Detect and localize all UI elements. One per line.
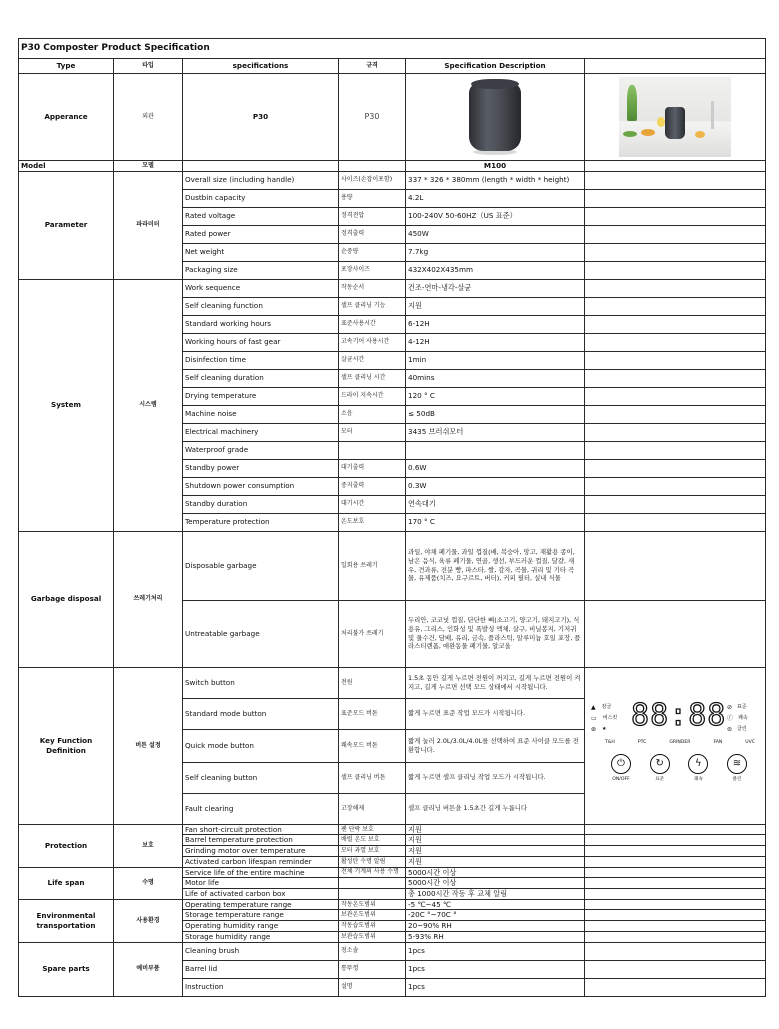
waves-icon: ≋ <box>727 754 747 774</box>
spec-name: Dustbin capacity <box>183 189 339 207</box>
spare-row <box>19 942 766 960</box>
indicator <box>591 713 617 724</box>
spec-name: Fault clearing <box>183 793 339 824</box>
bin-icon: ▭ <box>591 714 597 722</box>
appearance-spec-kr: P30 <box>339 74 406 161</box>
control-panel-cell <box>585 667 766 824</box>
spec-name-kr: 소음 <box>339 405 406 423</box>
spec-value: 짧게 눌러 2.0L/3.0L/4.0L를 선택하여 표준 사이클 모드를 전환합니다. <box>406 729 585 762</box>
spec-name-kr: 통뚜껑 <box>339 960 406 978</box>
spec-name: Barrel lid <box>183 960 339 978</box>
spec-name-kr: 사이즈(손잡이포함) <box>339 171 406 189</box>
spec-name-kr: 셀프 클리닝 기능 <box>339 297 406 315</box>
spec-name: Working hours of fast gear <box>183 333 339 351</box>
empty-cell <box>585 423 766 441</box>
fast-icon: ⓕ <box>727 714 734 722</box>
spec-name-kr: 드라이 지속시간 <box>339 387 406 405</box>
empty-cell <box>585 942 766 960</box>
indicator-label: 잠금 <box>601 703 612 710</box>
protection-section-label: Protection <box>19 824 114 867</box>
spec-value: 40mins <box>406 369 585 387</box>
spec-name-kr: 셀프 클리닝 버튼 <box>339 762 406 793</box>
spec-value <box>406 441 585 459</box>
spec-name: Standby duration <box>183 495 339 513</box>
spec-name-kr: 작동온도범위 <box>339 899 406 910</box>
spec-name: Shutdown power consumption <box>183 477 339 495</box>
header-type: Type <box>19 59 114 74</box>
spec-name: Motor life <box>183 878 339 889</box>
control-panel-image <box>587 696 763 796</box>
spec-name-kr: 대기시간 <box>339 495 406 513</box>
indicator-label: ★ <box>602 725 607 732</box>
indicator <box>591 724 617 735</box>
garbage-section-label-kr: 쓰레기처리 <box>114 531 183 667</box>
spec-table <box>18 38 766 997</box>
spec-name-kr: 대기출력 <box>339 459 406 477</box>
indicator <box>727 713 748 724</box>
empty-cell <box>585 867 766 878</box>
keys-row <box>19 667 766 698</box>
spec-name: Overall size (including handle) <box>183 171 339 189</box>
empty-cell <box>585 441 766 459</box>
spec-value: 지원 <box>406 846 585 857</box>
spec-name-kr <box>339 878 406 889</box>
spec-name-kr: 처리불가 쓰레기 <box>339 600 406 667</box>
spec-name-kr: 고장해제 <box>339 793 406 824</box>
empty-cell <box>585 351 766 369</box>
spec-name: Life of activated carbon box <box>183 889 339 900</box>
spec-name-kr: 청소솔 <box>339 942 406 960</box>
spec-name-kr: 중지출력 <box>339 477 406 495</box>
spec-name: Barrel temperature protection <box>183 835 339 846</box>
parameter-section-label-kr: 파라미터 <box>114 171 183 279</box>
environment-row <box>19 899 766 910</box>
status-indicator: T&H <box>605 739 615 745</box>
spec-value: 지원 <box>406 856 585 867</box>
spec-value: 20~90% RH <box>406 921 585 932</box>
spec-name: Switch button <box>183 667 339 698</box>
spec-name-kr: 포장사이즈 <box>339 261 406 279</box>
spec-value: 두리안, 코코넛 껍질, 단단한 뼈(소고기, 양고기, 돼지고기), 식용유, 그리스, 인화성 및 폭발성 액체, 살구, 비닐봉지, 기저귀 및 물수건, 담배, 유리, 금속, 플라스틱, 알루미늄 호일 포장, 플라스티렌폼, 애완동물 폐기물, 알코올 <box>406 600 585 667</box>
spec-name: Service life of the entire machine <box>183 867 339 878</box>
keys-section-label-kr: 버튼 설정 <box>114 667 183 824</box>
spec-value: 짧게 누르면 표준 작업 모드가 시작됩니다. <box>406 698 585 729</box>
kitchen-scene-image <box>619 77 731 157</box>
spec-name-kr: 살균시간 <box>339 351 406 369</box>
model-label: Model <box>19 161 114 172</box>
spec-name-kr: 셀프 클리닝 시간 <box>339 369 406 387</box>
spec-value: -5 ℃~45 ℃ <box>406 899 585 910</box>
spec-name-kr: 모터 <box>339 423 406 441</box>
appearance-label-kr: 외관 <box>114 74 183 161</box>
spec-name: Self cleaning function <box>183 297 339 315</box>
panel-button-label: ON/OFF <box>612 776 630 782</box>
spec-name: Cleaning brush <box>183 942 339 960</box>
panel-buttons <box>611 754 747 783</box>
spec-name: Disinfection time <box>183 351 339 369</box>
lock-icon: ▲ <box>591 703 596 711</box>
panel-button-label: 클린 <box>732 776 742 782</box>
lifespan-row <box>19 867 766 878</box>
spec-name: Temperature protection <box>183 513 339 531</box>
panel-button <box>611 754 631 783</box>
empty-cell <box>585 978 766 996</box>
spec-value: 3435 브러쉬모터 <box>406 423 585 441</box>
appearance-label: Apperance <box>19 74 114 161</box>
spec-name-kr: 전원 <box>339 667 406 698</box>
spec-name-kr: 쾌속모드 버튼 <box>339 729 406 762</box>
document-title: P30 Composter Product Specification <box>19 39 766 59</box>
spec-name-kr: 전체 기계의 사용 수명 <box>339 867 406 878</box>
spec-name-kr: 순중량 <box>339 243 406 261</box>
panel-button-label: 쾌속 <box>693 776 703 782</box>
spec-value: 5000시간 이상 <box>406 867 585 878</box>
lightning-icon: ϟ <box>688 754 708 774</box>
header-extra <box>585 59 766 74</box>
empty-cell <box>585 910 766 921</box>
spec-value: 지원 <box>406 824 585 835</box>
indicator <box>727 702 748 713</box>
header-description: Specification Description <box>406 59 585 74</box>
spec-name-kr: 팬 단락 보호 <box>339 824 406 835</box>
garbage-section-label: Garbage disposal <box>19 531 114 667</box>
spec-name-kr: 일회용 쓰레기 <box>339 531 406 600</box>
panel-button <box>650 754 670 783</box>
spec-value: 120 ° C <box>406 387 585 405</box>
spec-name-kr: 용량 <box>339 189 406 207</box>
spec-value: 7.7kg <box>406 243 585 261</box>
spec-name-kr: 활성탄 수명 알림 <box>339 856 406 867</box>
spec-name: Standard working hours <box>183 315 339 333</box>
lifespan-section-label-kr: 수명 <box>114 867 183 899</box>
empty-cell <box>585 315 766 333</box>
spec-name: Work sequence <box>183 279 339 297</box>
spec-name-kr: 표준모드 버튼 <box>339 698 406 729</box>
spec-name-kr: 모터 과열 보호 <box>339 846 406 857</box>
empty-cell <box>585 225 766 243</box>
scene-image-cell <box>585 74 766 161</box>
spec-name: Net weight <box>183 243 339 261</box>
spec-name: Waterproof grade <box>183 441 339 459</box>
spec-value: 1.5초 동안 길게 누르면 전원이 꺼지고, 길게 누르면 전원이 켜지고, 길게 누르면 선택 모드 상태에서 시작됩니다. <box>406 667 585 698</box>
spec-value: 432X402X435mm <box>406 261 585 279</box>
indicator-label: 버스킷 <box>602 714 618 721</box>
appearance-spec: P30 <box>183 74 339 161</box>
lifespan-section-label: Life span <box>19 867 114 899</box>
environment-section-label-kr: 사용환경 <box>114 899 183 942</box>
spec-name-kr: 온도보호 <box>339 513 406 531</box>
spec-name: Quick mode button <box>183 729 339 762</box>
indicator <box>591 702 617 713</box>
spec-name: Storage humidity range <box>183 931 339 942</box>
header-specifications: specifications <box>183 59 339 74</box>
spec-name: Untreatable garbage <box>183 600 339 667</box>
spec-name: Activated carbon lifespan reminder <box>183 856 339 867</box>
empty-cell <box>585 387 766 405</box>
spec-name-kr: 보관온도범위 <box>339 910 406 921</box>
spec-name: Rated voltage <box>183 207 339 225</box>
environment-section-label: Environmental transportation <box>19 899 114 942</box>
header-type-kr: 타입 <box>114 59 183 74</box>
spec-value: 과일, 야채 폐기물, 과일 껍질(배, 복숭아, 망고, 재활용 종이, 남은 음식, 육류 폐기물, 연골, 생선, 부드러운 껍질, 달걀, 새우, 견과류, 전분 빵, 파스타, 쌀, 감자, 곡물, 귀리 및 기타 곡물, 유제품(치즈, 요구르트, 버터), 커피 필터, 실내 식물 <box>406 531 585 600</box>
spec-name-kr <box>339 441 406 459</box>
model-label-kr: 모델 <box>114 161 183 172</box>
spec-value: 1min <box>406 351 585 369</box>
spec-value: 지원 <box>406 835 585 846</box>
empty-cell <box>585 513 766 531</box>
spec-name: Fan short-circuit protection <box>183 824 339 835</box>
standard-icon: ⊘ <box>727 703 733 711</box>
empty-cell <box>585 171 766 189</box>
spec-value: 170 ° C <box>406 513 585 531</box>
parameter-row <box>19 171 766 189</box>
garbage-row <box>19 531 766 600</box>
spec-name: Self cleaning duration <box>183 369 339 387</box>
empty-cell <box>585 824 766 835</box>
spec-name-kr: 정격출력 <box>339 225 406 243</box>
header-row <box>19 59 766 74</box>
right-indicators <box>727 702 748 735</box>
left-indicators <box>591 702 617 735</box>
spec-value: 5-93% RH <box>406 931 585 942</box>
empty-cell <box>585 333 766 351</box>
spec-name-kr: 표준사용시간 <box>339 315 406 333</box>
empty-cell <box>585 921 766 932</box>
empty-cell <box>585 856 766 867</box>
spec-name: Standard mode button <box>183 698 339 729</box>
empty-cell <box>585 459 766 477</box>
led-display: 88:88 <box>631 697 727 733</box>
spec-value: 1pcs <box>406 960 585 978</box>
spec-name-kr: 보관습도범위 <box>339 931 406 942</box>
spec-value: 5000시간 이상 <box>406 878 585 889</box>
spec-name-kr: 고속기어 사용시간 <box>339 333 406 351</box>
keys-section-label: Key Function Definition <box>19 667 114 824</box>
appearance-row <box>19 74 766 161</box>
model-value: M100 <box>406 161 585 172</box>
spec-value: 1pcs <box>406 942 585 960</box>
system-row <box>19 279 766 297</box>
panel-button <box>688 754 708 783</box>
empty-cell <box>585 279 766 297</box>
spec-name-kr <box>339 889 406 900</box>
protection-section-label-kr: 보호 <box>114 824 183 867</box>
empty-cell <box>585 189 766 207</box>
status-indicators <box>605 740 755 746</box>
product-image <box>465 77 525 157</box>
status-indicator: UVC <box>745 739 755 745</box>
empty-cell <box>585 495 766 513</box>
spec-value: 셀프 클리닝 버튼을 1.5초간 길게 누릅니다 <box>406 793 585 824</box>
spec-name: Rated power <box>183 225 339 243</box>
empty-cell <box>585 878 766 889</box>
empty-cell <box>585 960 766 978</box>
spec-name: Machine noise <box>183 405 339 423</box>
fan-icon: ⊛ <box>591 725 597 733</box>
empty-cell <box>585 899 766 910</box>
spec-name: Grinding motor over temperature <box>183 846 339 857</box>
spec-value: 337 * 326 * 380mm (length * width * height) <box>406 171 585 189</box>
spec-value: 0.3W <box>406 477 585 495</box>
spec-name: Standby power <box>183 459 339 477</box>
power-icon: ⏻ <box>611 754 631 774</box>
empty-cell <box>585 477 766 495</box>
spec-name-kr: 설명 <box>339 978 406 996</box>
indicator-label: 클린 <box>737 725 747 732</box>
spec-value: -20C °~70C ° <box>406 910 585 921</box>
spec-value: 지원 <box>406 297 585 315</box>
spec-value: 연속대기 <box>406 495 585 513</box>
header-spec-kr: 규격 <box>339 59 406 74</box>
empty-cell <box>585 243 766 261</box>
empty-cell <box>585 835 766 846</box>
empty-cell <box>585 207 766 225</box>
empty-cell <box>585 931 766 942</box>
spec-name-kr: 정격전압 <box>339 207 406 225</box>
empty-cell <box>585 297 766 315</box>
spec-value: 짧게 누르면 셀프 클리닝 작업 모드가 시작됩니다. <box>406 762 585 793</box>
spec-name: Instruction <box>183 978 339 996</box>
spec-value: ≤ 50dB <box>406 405 585 423</box>
spec-name: Disposable garbage <box>183 531 339 600</box>
spare-section-label-kr: 예비부품 <box>114 942 183 996</box>
spec-name-kr: 작동습도범위 <box>339 921 406 932</box>
system-section-label-kr: 시스템 <box>114 279 183 531</box>
spare-section-label: Spare parts <box>19 942 114 996</box>
spec-value: 100-240V 50-60HZ（US 표준） <box>406 207 585 225</box>
empty-cell <box>585 531 766 600</box>
panel-button <box>727 754 747 783</box>
cycle-icon: ↻ <box>650 754 670 774</box>
status-indicator: GRINDER <box>669 739 691 745</box>
indicator-label: 표준 <box>737 703 747 710</box>
spec-name: Electrical machinery <box>183 423 339 441</box>
spec-name: Operating temperature range <box>183 899 339 910</box>
spec-value: 6-12H <box>406 315 585 333</box>
indicator <box>727 724 748 735</box>
spec-name: Self cleaning button <box>183 762 339 793</box>
status-indicator: PTC <box>637 739 647 745</box>
spec-name: Drying temperature <box>183 387 339 405</box>
spec-name: Storage temperature range <box>183 910 339 921</box>
spec-value: 4.2L <box>406 189 585 207</box>
model-row <box>19 161 766 172</box>
spec-value: 4-12H <box>406 333 585 351</box>
system-section-label: System <box>19 279 114 531</box>
spec-value: 0.6W <box>406 459 585 477</box>
status-indicator: FAN <box>713 739 723 745</box>
empty-cell <box>585 369 766 387</box>
empty-cell <box>585 889 766 900</box>
empty-cell <box>585 261 766 279</box>
spec-name: Packaging size <box>183 261 339 279</box>
indicator-label: 쾌속 <box>738 714 748 721</box>
panel-button-label: 표준 <box>655 776 665 782</box>
parameter-section-label: Parameter <box>19 171 114 279</box>
empty-cell <box>585 600 766 667</box>
protection-row <box>19 824 766 835</box>
clean-icon: ⊜ <box>727 725 733 733</box>
spec-value: 총 1000시간 작동 후 교체 알림 <box>406 889 585 900</box>
empty-cell <box>585 846 766 857</box>
spec-value: 건조-연마-냉각-살균 <box>406 279 585 297</box>
spec-name: Operating humidity range <box>183 921 339 932</box>
spec-name-kr: 작동순서 <box>339 279 406 297</box>
product-image-cell <box>406 74 585 161</box>
empty-cell <box>585 405 766 423</box>
spec-value: 1pcs <box>406 978 585 996</box>
spec-value: 450W <box>406 225 585 243</box>
spec-name-kr: 배럴 온도 보호 <box>339 835 406 846</box>
